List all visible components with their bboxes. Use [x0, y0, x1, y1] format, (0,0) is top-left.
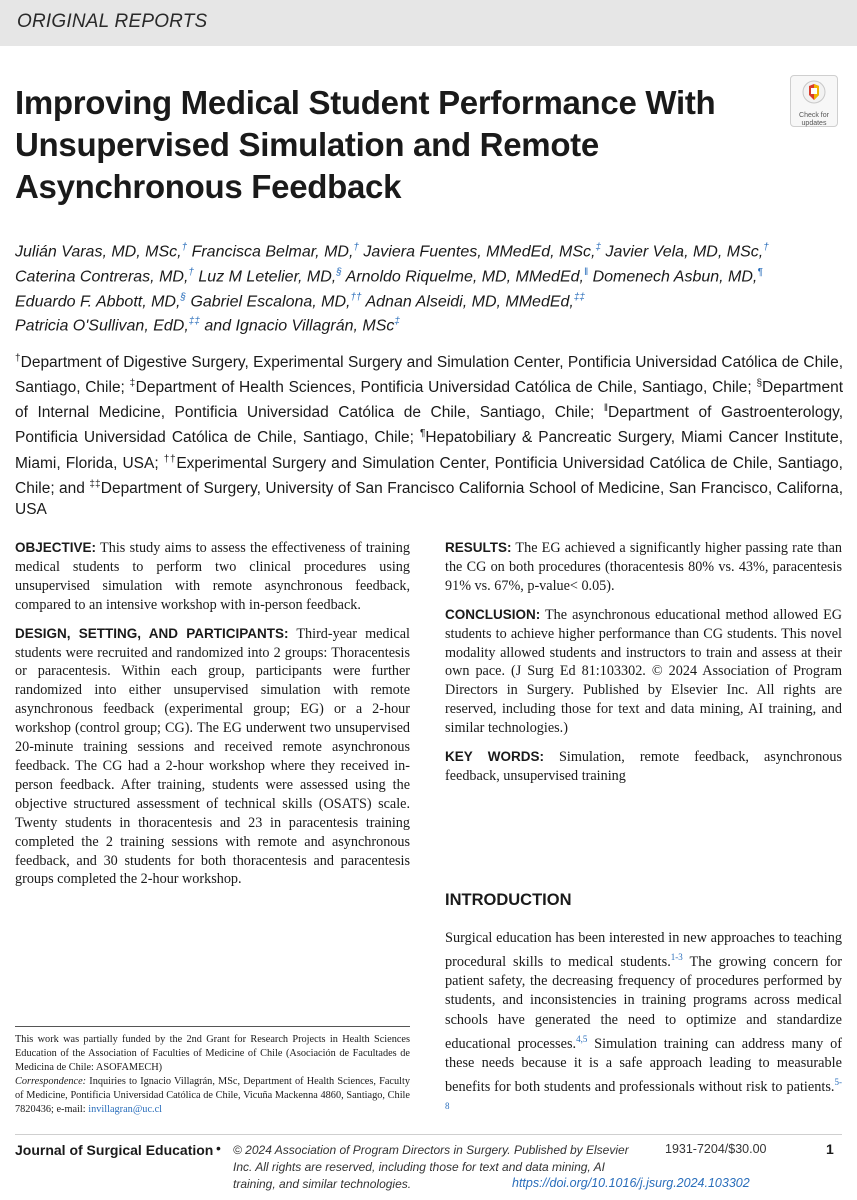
footer-bullet: •: [216, 1140, 221, 1156]
section-header-band: [0, 0, 857, 46]
page-number: 1: [826, 1141, 834, 1157]
footnote: This work was partially funded by the 2nd Grant for Research Projects in Health Sciences Education of the Association of Faculties of Medicine of Chile (Asociación de Facultades de Medicina de Chile: ASOFAMECH) Correspondence: Inquiries to Ignacio Villagrán, MSc, Department of Health Sciences, Faculty of Medicine, Pontificia Universidad Católica de Chile, Vicuña Mackenna 4860, Santiago, Chile 7820436; e-mail: invillagran@uc.cl: [15, 1034, 410, 1116]
funding-note: This work was partially funded by the 2nd Grant for Research Projects in Health Sciences Education of the Association of Faculties of Medicine of Chile (Asociación de Facultades de Medicina de Chile: ASOFAMECH): [15, 1034, 410, 1074]
section-label: ORIGINAL REPORTS: [17, 11, 208, 32]
introduction-paragraph: Surgical education has been interested in new approaches to teaching procedural skills to medical students.$^{1-3}$ The growing concern for patient safety, the decreasing frequency of procedures performed by students, and inconsistencies in training programs across medical schools have generated the need to optimize and standardize educational processes.$^{4,5}$ Simulation training can address many of these needs because it is a safe approach leading to measurable benefits for both students and professionals without risk to patients.$^{5-8}$: [445, 930, 842, 1111]
citation-link[interactable]: 5-8: [445, 1076, 842, 1111]
objective-paragraph: OBJECTIVE: This study aims to assess the effectiveness of training medical students to perform two clinical procedures using unsupervised simulation with remote asynchronous feedback, compared to an intensive workshop with in-person feedback.: [15, 540, 410, 613]
doi-link[interactable]: https://doi.org/10.1016/j.jsurg.2024.103302: [512, 1176, 750, 1190]
affiliations: †Department of Digestive Surgery, Experimental Surgery and Simulation Center, Pontificia Universidad Católica de Chile, Santiago, Chile; ‡Department of Health Sciences, Pontificia Universidad Católica de Chile, Santiago, Chile; §Department of Internal Medicine, Pontificia Universidad Católica de Chile, Santiago, Chile; ‖Department of Gastroenterology, Pontificia Universidad Católica de Chile, Santiago, Chile; ¶Hepatobiliary & Pancreatic Surgery, Miami Cancer Institute, Miami, Florida, USA; ††Experimental Surgery and Simulation Center, Pontificia Universidad Católica de Chile, Santiago, Chile; and ‡‡Department of Surgery, University of San Francisco California School of Medicine, San Francisco, Californa, USA: [15, 353, 844, 518]
results-paragraph: RESULTS: The EG achieved a significantly higher passing rate than the CG on both procedures (thoracentesis 80% vs. 43%, paracentesis 91% vs. 67%, p-value< 0.05).: [445, 540, 842, 594]
abstract-left-column: [15, 539, 410, 899]
issn-price: 1931-7204/$30.00: [665, 1142, 767, 1156]
copyright-notice: © 2024 Association of Program Directors in Surgery. Published by Elsevier Inc. All rights are reserved, including those for text and data mining, AI training, and similar technologies.: [233, 1143, 629, 1191]
article-title: Improving Medical Student Performance With Unsupervised Simulation and Remote Asynchronous Feedback: [15, 84, 716, 205]
abstract-right-column: [445, 539, 842, 796]
check-updates-icon: [801, 79, 827, 105]
conclusion-paragraph: CONCLUSION: The asynchronous educational method allowed EG students to achieve higher performance than CG students. This novel modality allowed students and instructors to train and assess at their own pace. (J Surg Ed 81:103302. © 2024 Association of Program Directors in Surgery. Published by Elsevier Inc. All rights are reserved, including those for text and data mining, AI training, and similar technologies.): [445, 606, 842, 737]
introduction-heading: INTRODUCTION: [445, 891, 572, 909]
author-list: Julián Varas, MD, MSc,† Francisca Belmar, MD,† Javiera Fuentes, MMedEd, MSc,‡ Javier Vela, MD, MSc,† Caterina Contreras, MD,† Luz M Letelier, MD,§ Arnoldo Riquelme, MD, MMedEd,‖ Domenech Asbun, MD,¶ Eduardo F. Abbott, MD,§ Gabriel Escalona, MD,†† Adnan Alseidi, MD, MMedEd,‡‡ Patricia O'Sullivan, EdD,‡‡ and Ignacio Villagrán, MSc‡: [15, 242, 769, 335]
citation-link[interactable]: 4,5: [576, 1033, 588, 1044]
footnote-divider: [15, 1026, 410, 1027]
check-for-updates-badge[interactable]: [790, 75, 838, 127]
keywords-paragraph: KEY WORDS: Simulation, remote feedback, asynchronous feedback, unsupervised training: [445, 749, 843, 784]
badge-label: Check for updates: [799, 112, 829, 127]
journal-name: Journal of Surgical Education: [15, 1142, 214, 1158]
footer-divider: [15, 1134, 842, 1135]
design-paragraph: DESIGN, SETTING, AND PARTICIPANTS: Third-year medical students were recruited and randomized into 2 groups: Thoracentesis or paracentesis. Within each group, participants were further randomized into either unsupervised simulation with remote asynchronous feedback (experimental group; EG) or a 2-hour workshop (control group; CG). The EG underwent two unsupervised 20-minute training sessions and received remote asynchronous feedback. The CG had a 2-hour workshop where they received in-person feedback. After training, students were assessed using the objective structured assessment of technical skills (OSATS) scale. Twenty students in thoracentesis and 23 in paracentesis training completed the 2 training sessions with remote and asynchronous feedback, and 30 students for both thoracentesis and paracentesis groups completed the 2-hour workshop.: [15, 625, 410, 888]
email-link[interactable]: invillagran@uc.cl: [88, 1104, 163, 1116]
citation-link[interactable]: 1-3: [670, 952, 683, 963]
